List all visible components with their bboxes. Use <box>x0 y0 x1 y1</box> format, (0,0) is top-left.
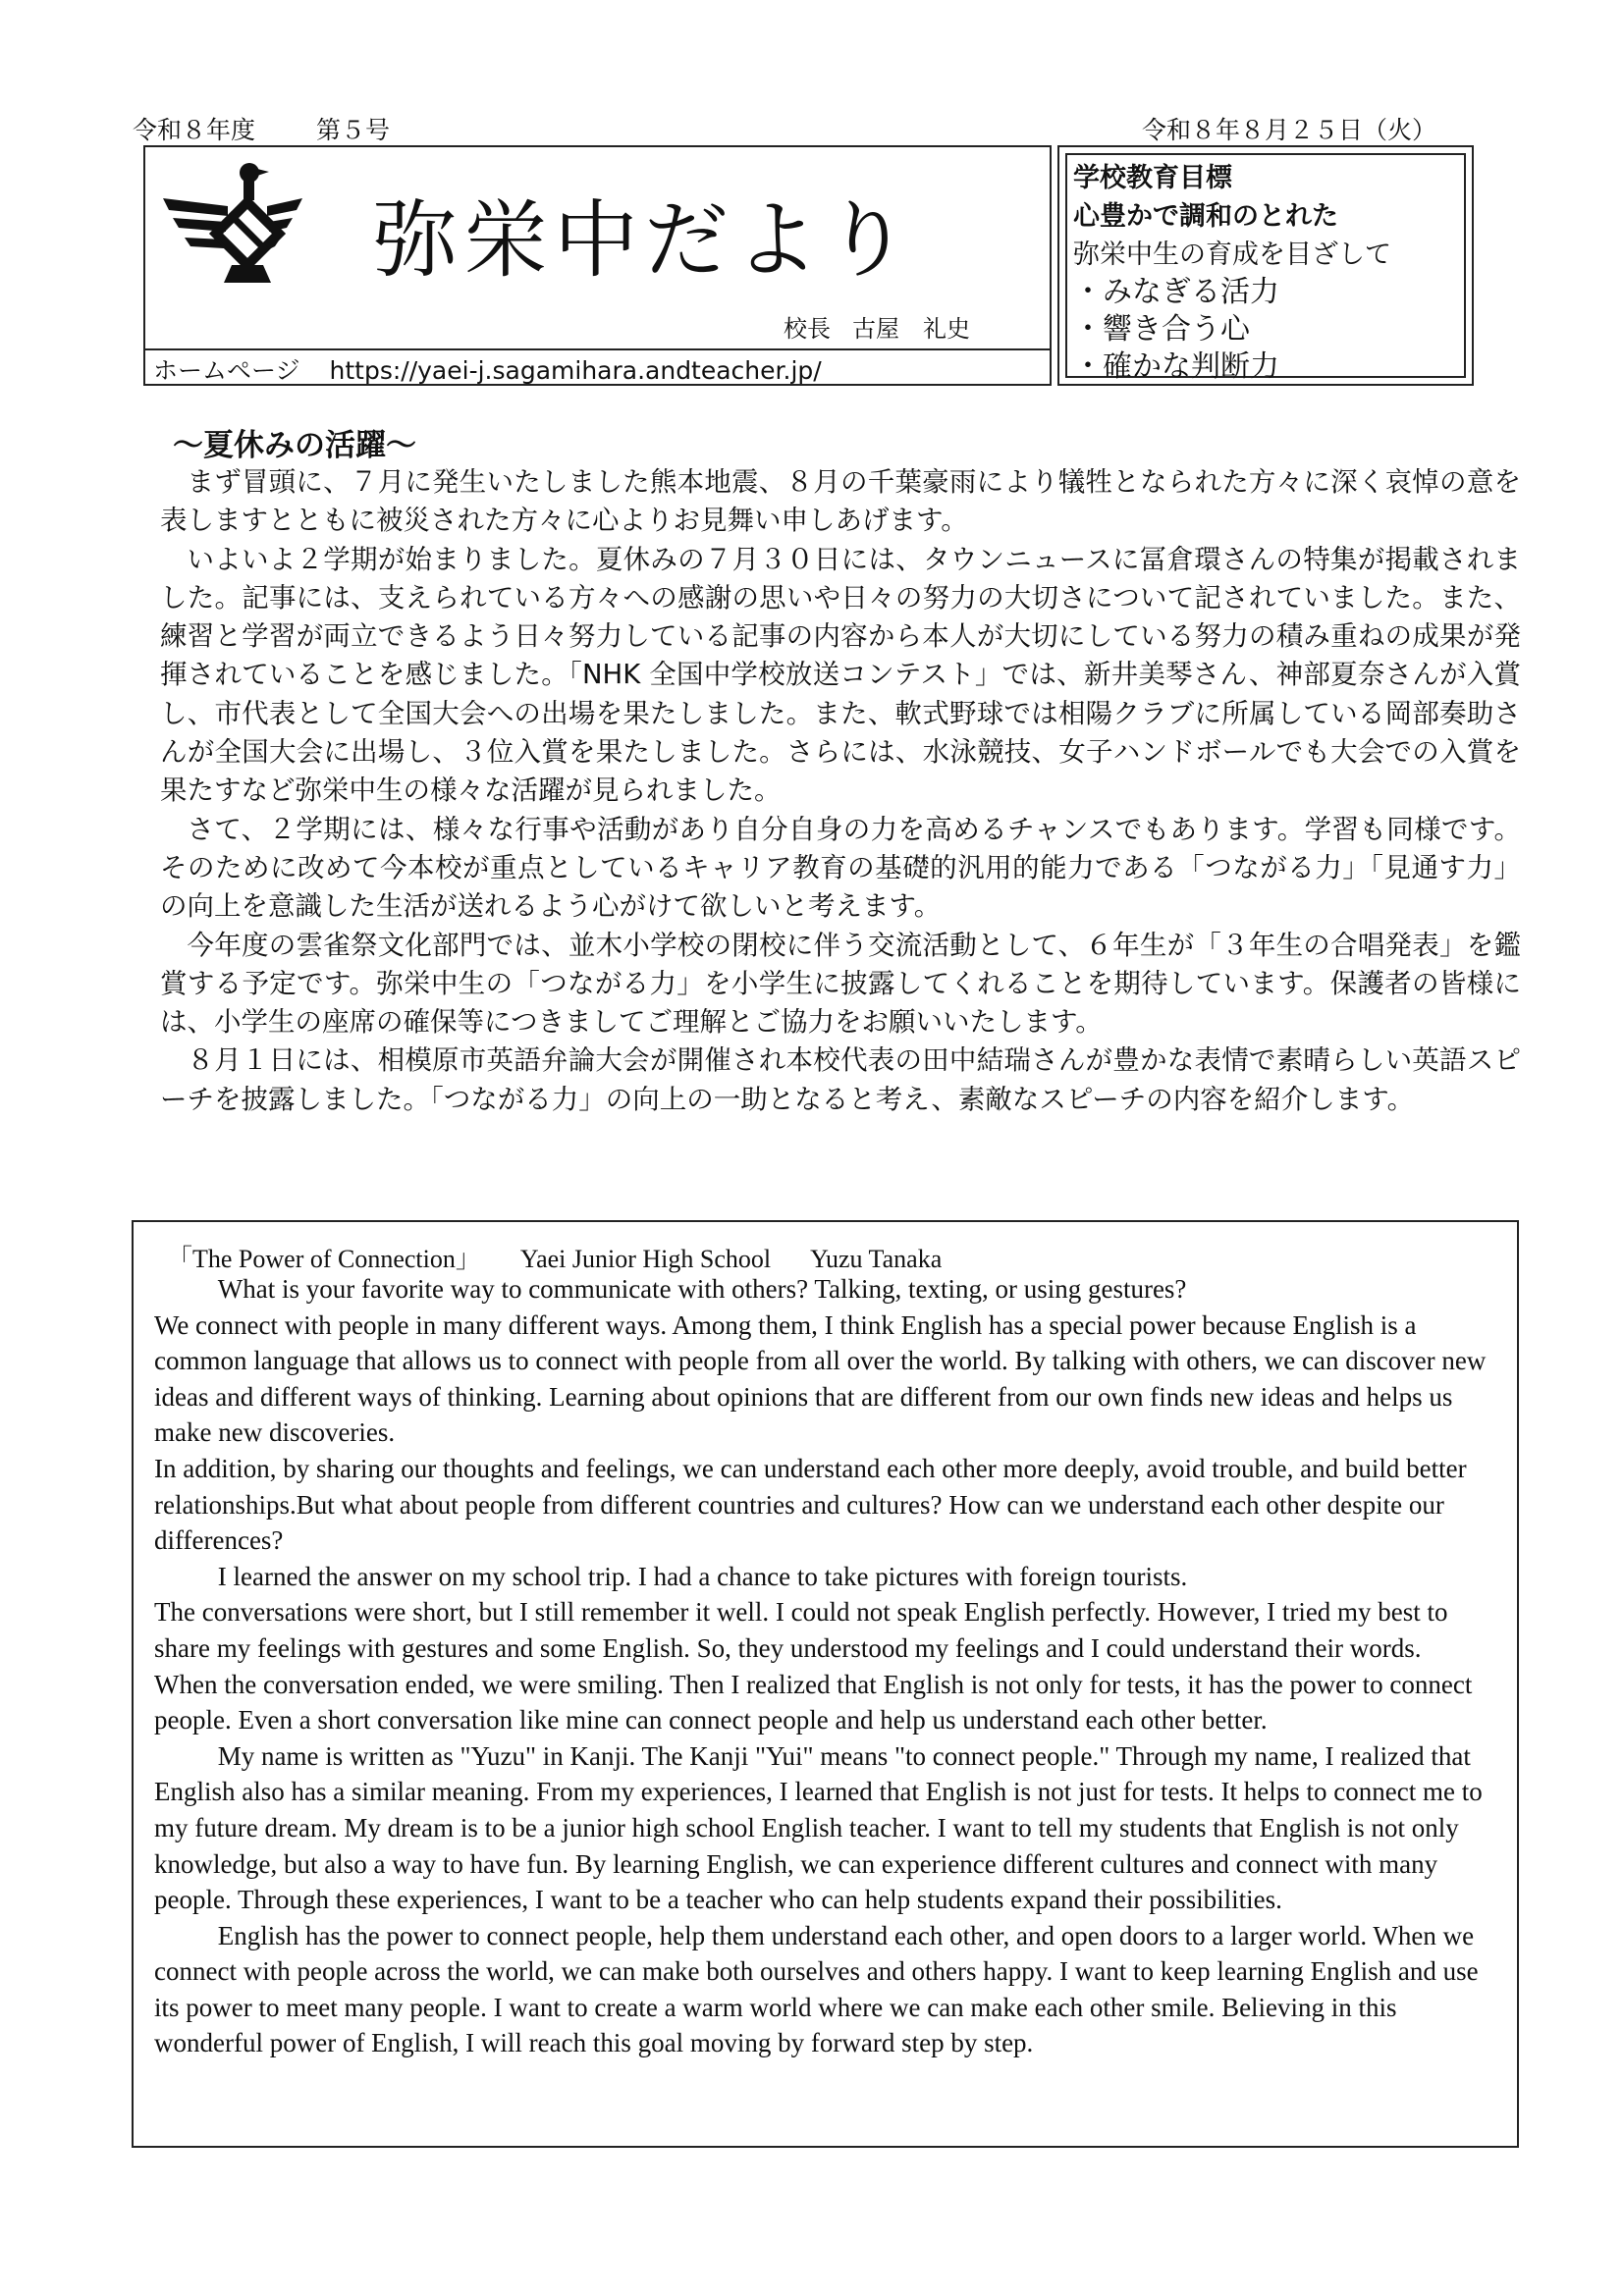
article-title: ～夏休みの活躍～ <box>173 428 416 463</box>
issue-date: 令和８年８月２５日（火） <box>1141 116 1436 144</box>
newsletter-title: 弥栄中だより <box>373 191 915 290</box>
speech-header <box>167 1239 942 1275</box>
speech-paragraph: In addition, by sharing our thoughts and feelings, we can understand each other more deeply, avoid trouble, and build better relationships.But what about people from different countries and cultures? How can we understand each other despite our differences? <box>154 1453 1467 1556</box>
school-goals-panel <box>1057 145 1474 386</box>
speech-paragraph: My name is written as "Yuzu" in Kanji. The Kanji "Yui" means "to connect people." Through my name, I realized that English also has a similar meaning. From my experiences, I learned that English is not just for tests. It helps to connect me to my future dream. My dream is to be a junior high school English teacher. I want to tell my students that English is not only knowledge, but also a way to have fun. By learning English, we can experience different cultures and connect with many people. Through these experiences, I want to be a teacher who can help students expand their possibilities. <box>154 1740 1483 1915</box>
fiscal-year-label: 令和８年度 <box>133 116 256 144</box>
header-divider <box>145 348 1050 350</box>
goal-item: ・確かな判断力 <box>1073 349 1279 384</box>
goal-item: ・響き合う心 <box>1073 312 1250 347</box>
article-paragraph: ８月１日には、相模原市英語弁論大会が開催され本校代表の田中結瑞さんが豊かな表情で素晴らしい英語スピーチを披露しました。「つながる力」の向上の一助となると考え、素敵なスピーチの内容を紹介します。 <box>160 1044 1521 1115</box>
homepage-line <box>153 351 822 387</box>
article-paragraph: 今年度の雲雀祭文化部門では、並木小学校の閉校に伴う交流活動として、６年生が「３年生の合唱発表」を鑑賞する予定です。弥栄中生の「つながる力」を小学生に披露してくれることを期待しています。保護者の皆様には、小学生の座席の確保等につきましてご理解とご協力をお願いいたします。 <box>160 929 1521 1039</box>
school-goals-inner <box>1065 153 1466 384</box>
article-paragraph: さて、２学期には、様々な行事や活動があり自分自身の力を高めるチャンスでもあります。学習も同様です。そのために改めて今本校が重点としているキャリア教育の基礎的汎用的能力である「つながる力」「見通す力」の向上を意識した生活が送れるよう心がけて欲しいと考えます。 <box>160 813 1521 923</box>
article-paragraph: まず冒頭に、７月に発生いたしました熊本地震、８月の千葉豪雨により犠牲となられた方々に深く哀悼の意を表しますとともに被災された方々に心よりお見舞い申しあげます。 <box>160 466 1521 537</box>
goal-item: ・みなぎる活力 <box>1073 275 1279 309</box>
school-emblem-icon <box>159 159 306 287</box>
issue-number-label: 第５号 <box>316 116 391 144</box>
article-paragraph: いよいよ２学期が始まりました。夏休みの７月３０日には、タウンニュースに冨倉環さんの特集が掲載されました。記事には、支えられている方々への感謝の思いや日々の努力の大切さについて記されていました。また、練習と学習が両立できるよう日々努力している記事の内容から本人が大切にしている努力の積み重ねの成果が発揮されていることを感じました。「NHK 全国中学校放送コンテスト」では、新井美琴さん、神部夏奈さんが入賞し、市代表として全国大会への出場を果たしました。また、軟式野球では相陽クラブに所属している岡部奏助さんが全国大会に出場し、３位入賞を果たしました。さらには、水泳競技、女子ハンドボールでも大会での入賞を果たすなど弥栄中生の様々な活躍が見られました。 <box>160 543 1521 807</box>
principal-name: 古屋 礼史 <box>852 315 970 343</box>
issue-meta <box>133 111 390 146</box>
principal-credit <box>784 309 970 344</box>
goals-line-1: 心豊かで調和のとれた <box>1073 201 1338 232</box>
speech-paragraph: The conversations were short, but I still remember it well. I could not speak English perfectly. However, I tried my best to share my feelings with gestures and some English. So, they understood my feelings and I could understand their words. When the conversation ended, we were smiling. Then I realized that English is not only for tests, it has the power to connect people. Even a short conversation like mine can connect people and help us understand each other better. <box>154 1597 1473 1735</box>
homepage-url: https://yaei-j.sagamihara.andteacher.jp/ <box>329 356 822 385</box>
principal-title: 校長 <box>784 315 831 343</box>
article-body <box>160 463 1521 1119</box>
speech-author: Yuzu Tanaka <box>810 1245 943 1273</box>
speech-school: Yaei Junior High School <box>519 1245 772 1273</box>
speech-text <box>154 1271 1489 2061</box>
homepage-label: ホームページ <box>153 356 300 385</box>
speech-title: 「The Power of Connection」 <box>167 1245 481 1273</box>
speech-box <box>132 1220 1519 2148</box>
masthead <box>143 145 1052 386</box>
speech-paragraph: What is your favorite way to communicate with others? Talking, texting, or using gestures? <box>217 1274 1187 1304</box>
goals-heading: 学校教育目標 <box>1073 163 1232 193</box>
speech-paragraph: English has the power to connect people, help them understand each other, and open doors to a larger world. When we connect with people across the world, we can make both ourselves and others happy. I want to keep learning English and use its power to meet many people. I want to create a warm world where we can make each other smile. Believing in this wonderful power of English, I will reach this goal moving by forward step by step. <box>154 1920 1479 2058</box>
speech-paragraph: I learned the answer on my school trip. I had a chance to take pictures with foreign tourists. <box>217 1561 1188 1591</box>
goals-line-2: 弥栄中生の育成を目ざして <box>1073 240 1391 270</box>
speech-paragraph: We connect with people in many different ways. Among them, I think English has a special power because English is a common language that allows us to connect with people from all over the world. By talking with others, we can discover new ideas and different ways of thinking. Learning about opinions that are different from our own finds new ideas and helps us make new discoveries. <box>154 1309 1487 1448</box>
